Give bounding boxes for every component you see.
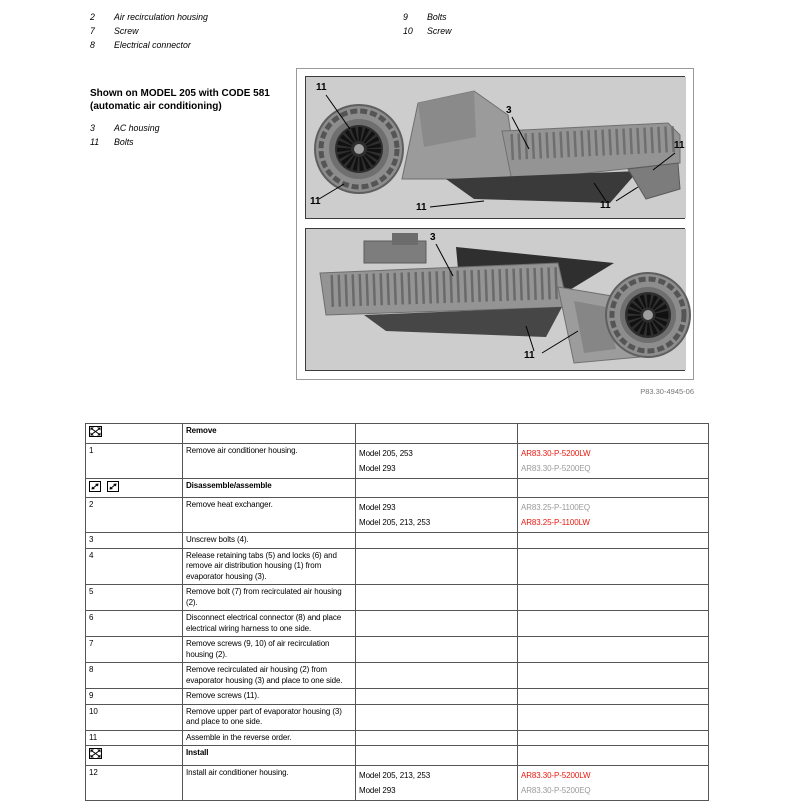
step-docs [518, 443, 709, 478]
step-description: Disconnect electrical connector (8) and place electrical wiring harness to one side. [183, 611, 356, 637]
empty-cell [518, 730, 709, 746]
callout-label: 11 [600, 200, 611, 211]
model-line: Model 205, 253 [359, 448, 413, 458]
step-description: Remove screws (9, 10) of air recirculation housing (2). [183, 637, 356, 663]
callout-label: 11 [524, 350, 535, 361]
empty-cell [356, 746, 518, 766]
section-title: Install [183, 746, 356, 766]
legend-item [90, 24, 208, 38]
step-description: Release retaining tabs (5) and locks (6) and remove air distribution housing (1) from evaporator housing (3). [183, 548, 356, 585]
table-row [86, 689, 709, 705]
step-number: 5 [86, 585, 183, 611]
legend-item-label: Screw [427, 26, 452, 36]
legend-item [403, 10, 451, 24]
model-note-line1: Shown on MODEL 205 with CODE 581 [90, 88, 270, 99]
section-symbol-cell [86, 424, 183, 444]
callout-label: 11 [310, 196, 321, 207]
table-row [86, 704, 709, 730]
step-description: Assemble in the reverse order. [183, 730, 356, 746]
legend-item [90, 38, 208, 52]
step-number: 10 [86, 704, 183, 730]
callout-label: 11 [316, 82, 327, 93]
parts-legend-left [90, 10, 208, 52]
legend-item-number: 3 [90, 123, 95, 133]
empty-cell [518, 478, 709, 498]
empty-cell [356, 637, 518, 663]
step-number: 4 [86, 548, 183, 585]
table-row [86, 663, 709, 689]
step-description: Unscrew bolts (4). [183, 533, 356, 549]
empty-cell [356, 704, 518, 730]
doc-number-link[interactable]: AR83.30-P-5200LW [521, 448, 591, 458]
model-note-line2: (automatic air conditioning) [90, 101, 222, 112]
legend-item [403, 24, 451, 38]
empty-cell [518, 548, 709, 585]
section-symbol-cell [86, 746, 183, 766]
remove-install-icon [89, 748, 102, 763]
empty-cell [518, 663, 709, 689]
disassemble-assemble-icon [107, 481, 119, 496]
doc-number-link[interactable]: AR83.30-P-5200LW [521, 770, 591, 780]
model-note [90, 87, 305, 113]
step-description: Remove upper part of evaporator housing (3) and place to one side. [183, 704, 356, 730]
parts-legend-right [403, 10, 451, 38]
step-number: 1 [86, 443, 183, 478]
empty-cell [518, 704, 709, 730]
figure-caption: P83.30-4945-06 [640, 387, 694, 396]
model-line: Model 205, 213, 253 [359, 770, 431, 780]
empty-cell [356, 478, 518, 498]
hvac-illustration-bottom [306, 229, 686, 370]
step-number: 3 [86, 533, 183, 549]
legend-item-number: 8 [90, 40, 95, 50]
doc-number-link[interactable]: AR83.30-P-5200EQ [521, 463, 591, 473]
legend-item-number: 9 [403, 12, 408, 22]
section-title: Disassemble/assemble [183, 478, 356, 498]
step-description: Install air conditioner housing. [183, 765, 356, 800]
doc-number-link[interactable]: AR83.25-P-1100LW [521, 518, 590, 527]
empty-cell [356, 533, 518, 549]
model-line: Model 293 [359, 785, 396, 795]
legend-item-label: AC housing [114, 123, 160, 133]
step-docs [518, 498, 709, 533]
step-number: 11 [86, 730, 183, 746]
legend-item-number: 11 [90, 136, 100, 147]
model-line: Model 293 [359, 503, 396, 512]
model-line: Model 293 [359, 463, 396, 473]
step-number: 7 [86, 637, 183, 663]
table-row [86, 498, 709, 533]
step-models [356, 498, 518, 533]
table-row [86, 585, 709, 611]
empty-cell [518, 424, 709, 444]
legend-item-number: 7 [90, 26, 95, 36]
step-description: Remove air conditioner housing. [183, 443, 356, 478]
callout-label: 11 [674, 140, 685, 151]
empty-cell [356, 585, 518, 611]
callout-label: 11 [416, 202, 427, 213]
empty-cell [356, 611, 518, 637]
table-section-row [86, 746, 709, 766]
empty-cell [518, 533, 709, 549]
table-section-row [86, 478, 709, 498]
table-row [86, 765, 709, 800]
empty-cell [356, 730, 518, 746]
empty-cell [518, 637, 709, 663]
hvac-photo-bottom [305, 228, 685, 371]
empty-cell [518, 746, 709, 766]
figure-frame [296, 68, 694, 380]
step-description: Remove heat exchanger. [183, 498, 356, 533]
step-number: 6 [86, 611, 183, 637]
table-section-row [86, 424, 709, 444]
legend-item-label: Bolts [114, 136, 134, 147]
table-row [86, 443, 709, 478]
step-description: Remove bolt (7) from recirculated air housing (2). [183, 585, 356, 611]
callout-label: 3 [430, 232, 436, 243]
table-row [86, 611, 709, 637]
legend-item-number: 2 [90, 12, 95, 22]
table-row [86, 548, 709, 585]
table-row [86, 533, 709, 549]
empty-cell [356, 663, 518, 689]
remove-install-icon [89, 426, 102, 441]
doc-number-link[interactable]: AR83.30-P-5200EQ [521, 785, 591, 795]
section-symbol-cell [86, 478, 183, 498]
empty-cell [356, 424, 518, 444]
empty-cell [356, 548, 518, 585]
step-description: Remove recirculated air housing (2) from evaporator housing (3) and place to one side. [183, 663, 356, 689]
legend-item [90, 122, 290, 136]
hvac-photo-top [305, 76, 685, 219]
table-row [86, 730, 709, 746]
step-number: 9 [86, 689, 183, 705]
model-line: Model 205, 213, 253 [359, 518, 431, 527]
legend-item [90, 10, 208, 24]
legend-item-label: Air recirculation housing [114, 12, 208, 22]
step-models [356, 443, 518, 478]
hvac-illustration-top [306, 77, 686, 218]
empty-cell [518, 689, 709, 705]
step-number: 2 [86, 498, 183, 533]
legend-item-number: 10 [403, 26, 413, 36]
step-number: 8 [86, 663, 183, 689]
disassemble-assemble-icon [89, 481, 101, 496]
figure-legend [90, 122, 290, 149]
callout-label: 3 [506, 105, 512, 116]
step-description: Remove screws (11). [183, 689, 356, 705]
empty-cell [356, 689, 518, 705]
empty-cell [518, 611, 709, 637]
doc-number-link[interactable]: AR83.25-P-1100EQ [521, 503, 590, 512]
legend-item-label: Bolts [427, 12, 447, 22]
legend-item-label: Screw [114, 26, 139, 36]
section-title: Remove [183, 424, 356, 444]
legend-item [90, 136, 290, 150]
legend-item-label: Electrical connector [114, 40, 191, 50]
step-number: 12 [86, 765, 183, 800]
table-row [86, 637, 709, 663]
step-models [356, 765, 518, 800]
step-docs [518, 765, 709, 800]
empty-cell [518, 585, 709, 611]
procedure-table [85, 423, 709, 801]
